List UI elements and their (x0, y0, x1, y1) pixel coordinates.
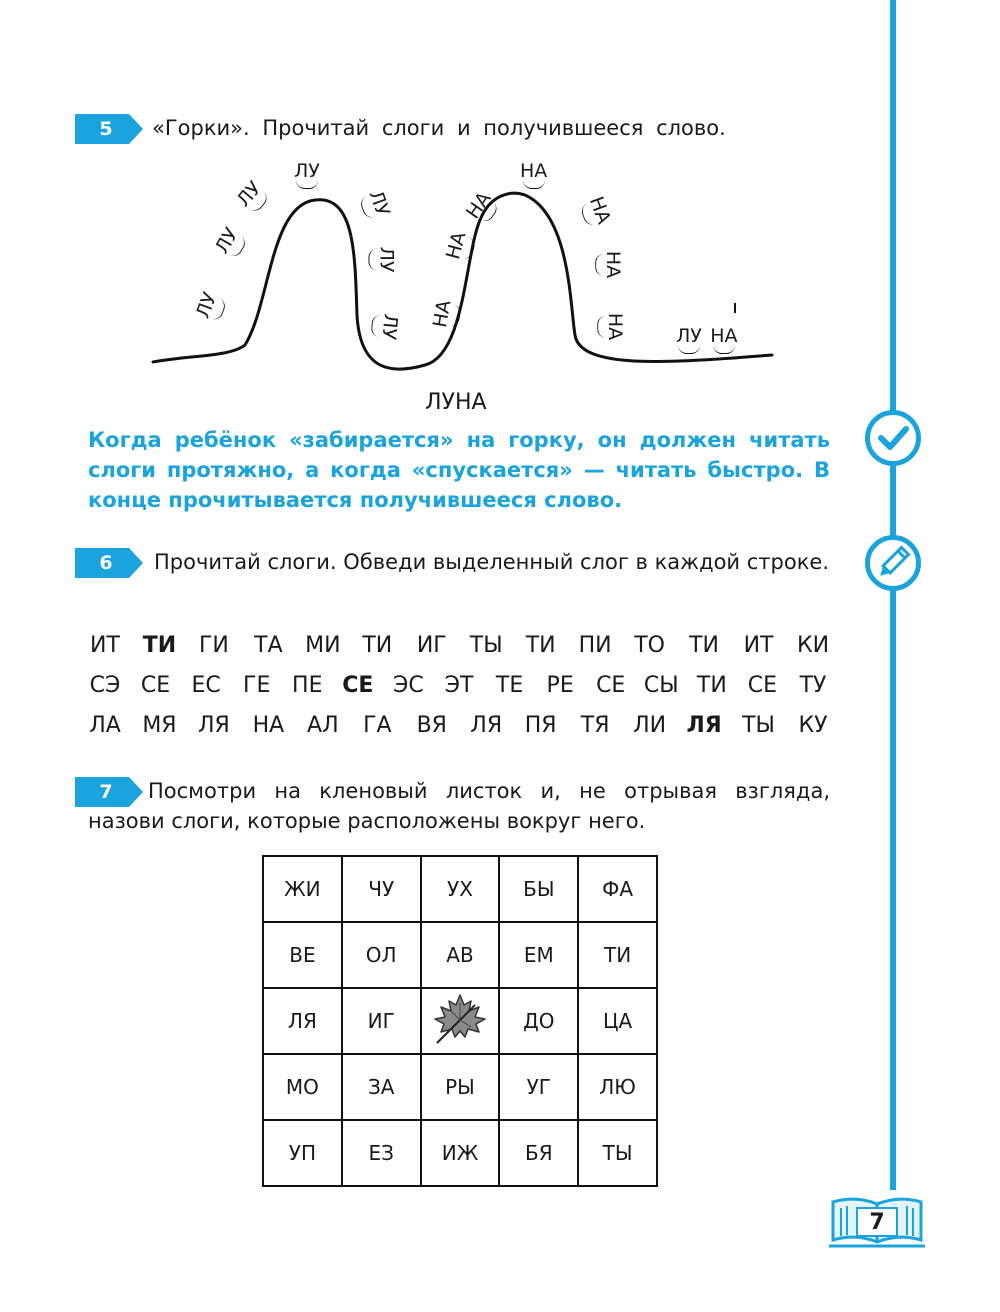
syllable: СЕ (342, 673, 374, 698)
syllable-row-2 (88, 673, 830, 707)
syllable: ТИ (362, 633, 393, 658)
syllable: ИГ (416, 633, 447, 658)
syllable-grid (262, 855, 658, 1187)
end-syllable-lu: ЛУ (676, 325, 702, 354)
grid-cell: ТЫ (578, 1120, 657, 1186)
syllable: ИТ (743, 633, 774, 658)
page-number: 7 (869, 1210, 885, 1235)
syllable: ЭТ (444, 673, 474, 698)
syllable: ТИ (689, 633, 720, 658)
grid-cell: ЖИ (263, 856, 342, 922)
grid-cell: БЫ (499, 856, 578, 922)
grid-row (263, 856, 657, 922)
grid-cell: ФА (578, 856, 657, 922)
grid-row (263, 922, 657, 988)
syllable: ТИ (525, 633, 556, 658)
grid-cell: УХ (421, 856, 500, 922)
slope-syllable-na-4: НА (520, 160, 547, 189)
task-5-text: «Горки». Прочитай слоги и получившееся слово. (152, 116, 726, 140)
syllable: ГИ (198, 633, 229, 658)
task-5-number: 5 (99, 118, 113, 140)
slope-syllable-na-1: НА (429, 299, 462, 331)
page-number-book (827, 1190, 927, 1248)
grid-row (263, 1054, 657, 1120)
grid-cell: БЯ (499, 1120, 578, 1186)
grid-cell: ЛЮ (578, 1054, 657, 1120)
syllable: СЫ (643, 673, 679, 698)
grid-cell: ИЖ (421, 1120, 500, 1186)
grid-cell: ЦА (578, 988, 657, 1054)
slope-syllable-lu-3: ЛУ (233, 177, 272, 215)
syllable: ИТ (90, 633, 120, 658)
syllable: ГА (363, 713, 392, 738)
syllable: ЛА (89, 713, 121, 738)
syllable: ПИ (578, 633, 612, 658)
grid-cell: ИГ (342, 988, 421, 1054)
syllable: ПЯ (524, 713, 557, 738)
syllable: ЛЯ (198, 713, 230, 738)
grid-cell: ЕМ (499, 922, 578, 988)
teacher-hint: Когда ребёнок «забирается» на горку, он должен читать слоги протяжно, а когда «спускается» — читать быстро. В конце прочитывается получившееся слово. (88, 428, 830, 512)
slope-syllable-na-5: НА (578, 194, 615, 230)
syllable: НА (252, 713, 285, 738)
slope-syllable-lu-2: ЛУ (211, 224, 249, 261)
answer-word: ЛУНА (425, 390, 487, 415)
grid-row (263, 1120, 657, 1186)
slope-syllable-lu-4: ЛУ (294, 160, 320, 189)
syllable: СЭ (89, 673, 121, 698)
task-7-number: 7 (99, 781, 113, 803)
grid-cell: ДО (499, 988, 578, 1054)
pencil-icon (865, 535, 921, 591)
syllable: ТИ (696, 673, 727, 698)
grid-cell: ЛЯ (263, 988, 342, 1054)
syllable: ЛИ (633, 713, 667, 738)
syllable: ТЫ (469, 633, 503, 658)
slope-syllable-na-3: НА (462, 188, 501, 227)
grid-cell: ТИ (578, 922, 657, 988)
syllable: ЛЯ (686, 713, 722, 738)
maple-leaf-icon (431, 991, 489, 1047)
grid-cell: УГ (499, 1054, 578, 1120)
grid-cell: ОЛ (342, 922, 421, 988)
syllable: ПЕ (292, 673, 323, 698)
syllable: ТА (254, 633, 283, 658)
syllable: ВЯ (416, 713, 447, 738)
syllable: МЯ (142, 713, 177, 738)
task-7-text: Посмотри на кленовый листок и, не отрывая взгляда, назови слоги, которые расположены вокруг него. (88, 779, 830, 833)
end-syllables (676, 323, 738, 354)
slope-syllable-lu-7: ЛУ (370, 312, 401, 340)
syllable: КИ (796, 633, 830, 658)
slope-syllable-na-2: НА (442, 230, 477, 264)
grid-cell: УП (263, 1120, 342, 1186)
syllable-row-1 (88, 633, 830, 667)
slope-syllable-na-6: НА (595, 251, 624, 278)
grid-row (263, 988, 657, 1054)
task-6-number: 6 (99, 552, 113, 574)
grid-cell: ЕЗ (342, 1120, 421, 1186)
syllable: ЛЯ (470, 713, 503, 738)
grid-cell: МО (263, 1054, 342, 1120)
check-icon (865, 410, 921, 466)
syllable: ТО (634, 633, 665, 658)
syllable: ЕС (191, 673, 221, 698)
grid-cell: ЧУ (342, 856, 421, 922)
syllable: СЕ (140, 673, 171, 698)
side-rail (890, 0, 896, 1190)
end-syllable-na: НА (710, 325, 737, 354)
grid-cell: ВЕ (263, 922, 342, 988)
grid-cell: АВ (421, 922, 500, 988)
syllable: ТЯ (580, 713, 610, 738)
syllable: ТЕ (495, 673, 524, 698)
task-6-text: Прочитай слоги. Обведи выделенный слог в каждой строке. (154, 550, 829, 574)
grid-cell: ЗА (342, 1054, 421, 1120)
slope-syllable-lu-5: ЛУ (358, 187, 394, 221)
grid-cell-center (421, 988, 500, 1054)
syllable: МИ (305, 633, 341, 658)
syllable: СЕ (596, 673, 626, 698)
grid-cell: РЫ (421, 1054, 500, 1120)
syllable: ГЕ (243, 673, 271, 698)
slope-syllable-lu-1: ЛУ (192, 289, 228, 323)
syllable: РЕ (546, 673, 574, 698)
syllable-row-3 (88, 713, 830, 747)
syllable: ТЫ (742, 713, 775, 738)
slope-syllable-na-7: НА (597, 313, 626, 340)
syllable: ЭС (393, 673, 424, 698)
syllable: СЕ (747, 673, 778, 698)
syllable: ТИ (142, 633, 177, 658)
syllable: АЛ (307, 713, 339, 738)
slope-syllable-lu-6: ЛУ (368, 247, 397, 273)
syllable: ТУ (799, 673, 827, 698)
syllable: КУ (798, 713, 828, 738)
